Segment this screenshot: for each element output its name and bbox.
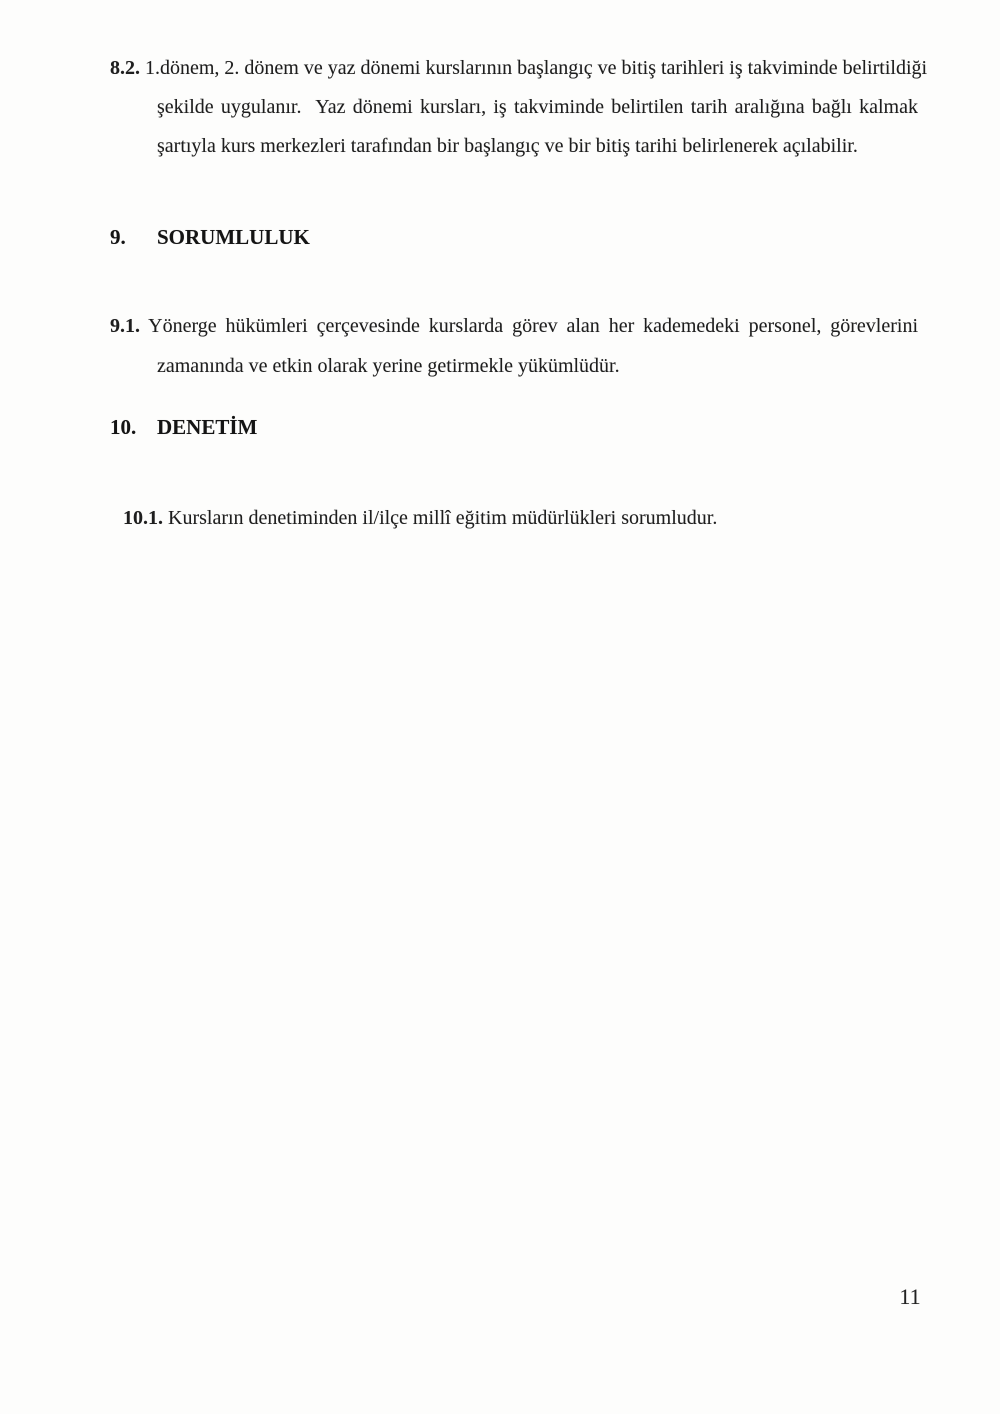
paragraph-text: Yönerge hükümleri çerçevesinde kurslarda görev alan her kademedeki personel, görevlerini (148, 315, 918, 337)
paragraph-line: zamanında ve etkin olarak yerine getirmekle yükümlüdür. (157, 355, 620, 377)
paragraph-line: şekilde uygulanır. Yaz dönemi kursları, iş takviminde belirtilen tarih aralığına bağlı kalmak (157, 96, 918, 118)
section-heading-10 (110, 413, 257, 441)
paragraph-8-2 (110, 49, 928, 166)
page-number: 11 (899, 1284, 921, 1309)
section-heading-9 (110, 223, 310, 251)
paragraph-line (110, 49, 928, 88)
clause-number: 9.1. (110, 315, 140, 337)
section-number: 9. (110, 225, 126, 249)
section-number: 10. (110, 415, 137, 439)
paragraph-line: şartıyla kurs merkezleri tarafından bir başlangıç ve bir bitiş tarihi belirlenerek açılabilir. (157, 135, 858, 157)
paragraph-line (110, 306, 918, 346)
paragraph-9-1 (110, 306, 918, 386)
paragraph-text: 1.dönem, 2. dönem ve yaz dönemi kurslarının başlangıç ve bitiş tarihleri iş takviminde belirtildiği (145, 57, 928, 79)
section-title: DENETİM (157, 415, 258, 439)
clause-number: 10.1. (123, 507, 163, 529)
clause-number: 8.2. (110, 57, 140, 79)
section-title: SORUMLULUK (157, 225, 310, 249)
paragraph-10-1 (123, 499, 717, 538)
paragraph-text: Kursların denetiminden il/ilçe millî eğitim müdürlükleri sorumludur. (168, 507, 718, 529)
